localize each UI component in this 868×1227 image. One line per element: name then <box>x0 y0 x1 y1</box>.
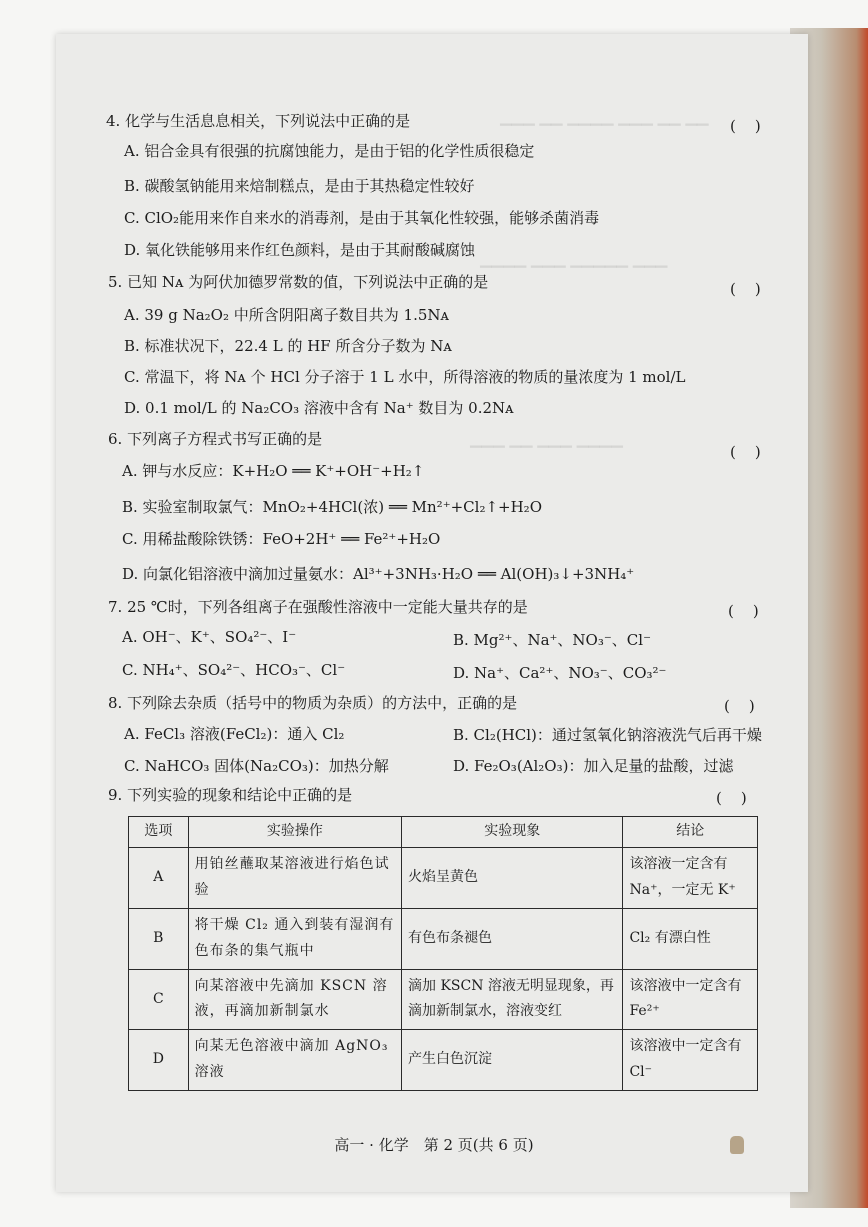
row-operation: 用铂丝蘸取某溶液进行焰色试验 <box>188 848 401 909</box>
header-operation: 实验操作 <box>188 817 401 848</box>
row-option: A <box>129 848 189 909</box>
row-option: C <box>129 969 189 1030</box>
bleed-through: ▁▁▁ ▁▁ ▁▁▁ ▁▁▁▁ <box>470 430 623 448</box>
question-7-stem: 7. 25 ℃时，下列各组离子在强酸性溶液中一定能大量共存的是 <box>108 598 528 616</box>
answer-paren: ( ) <box>716 789 747 807</box>
option-a: A. OH⁻、K⁺、SO₄²⁻、I⁻ <box>122 628 297 646</box>
option-b: B. Mg²⁺、Na⁺、NO₃⁻、Cl⁻ <box>453 631 651 649</box>
row-conclusion: 该溶液一定含有 Na⁺，一定无 K⁺ <box>623 848 758 909</box>
option-b: B. Cl₂(HCl)：通过氢氧化钠溶液洗气后再干燥 <box>453 726 762 744</box>
option-d: D. 向氯化铝溶液中滴加过量氨水：Al³⁺+3NH₃·H₂O ══ Al(OH)₃↓+3NH₄⁺ <box>122 565 635 583</box>
figurine-icon <box>730 1136 744 1154</box>
answer-paren: ( ) <box>724 697 755 715</box>
option-b: B. 标准状况下，22.4 L 的 HF 所含分子数为 Nᴀ <box>124 337 452 355</box>
option-b: B. 碳酸氢钠能用来焙制糕点，是由于其热稳定性较好 <box>124 177 475 195</box>
option-c: C. NH₄⁺、SO₄²⁻、HCO₃⁻、Cl⁻ <box>122 661 346 679</box>
row-conclusion: Cl₂ 有漂白性 <box>623 908 758 969</box>
question-6-stem: 6. 下列离子方程式书写正确的是 <box>108 430 323 448</box>
header-phenomenon: 实验现象 <box>402 817 623 848</box>
row-option: B <box>129 908 189 969</box>
option-c: C. 常温下，将 Nᴀ 个 HCl 分子溶于 1 L 水中，所得溶液的物质的量浓度为 1 mol/L <box>124 368 686 386</box>
table-row <box>129 848 758 909</box>
row-operation: 向某无色溶液中滴加 AgNO₃ 溶液 <box>188 1030 401 1091</box>
header-option: 选项 <box>129 817 189 848</box>
option-c: C. 用稀盐酸除铁锈：FeO+2H⁺ ══ Fe²⁺+H₂O <box>122 530 441 548</box>
row-phenomenon: 有色布条褪色 <box>402 908 623 969</box>
experiment-table <box>128 816 758 1091</box>
row-conclusion: 该溶液中一定含有 Cl⁻ <box>623 1030 758 1091</box>
bleed-through: ▁▁▁▁ ▁▁▁ ▁▁▁▁▁ ▁▁▁ <box>480 250 668 268</box>
option-a: A. FeCl₃ 溶液(FeCl₂)：通入 Cl₂ <box>124 725 345 743</box>
table-header-row <box>129 817 758 848</box>
answer-paren: ( ) <box>728 602 759 620</box>
option-a: A. 钾与水反应：K+H₂O ══ K⁺+OH⁻+H₂↑ <box>122 462 425 480</box>
question-5-stem: 5. 已知 Nᴀ 为阿伏加德罗常数的值，下列说法中正确的是 <box>108 273 489 291</box>
question-4-stem: 4. 化学与生活息息相关，下列说法中正确的是 <box>106 112 411 130</box>
option-b: B. 实验室制取氯气：MnO₂+4HCl(浓) ══ Mn²⁺+Cl₂↑+H₂O <box>122 498 542 516</box>
question-9-stem: 9. 下列实验的现象和结论中正确的是 <box>108 786 353 804</box>
option-d: D. 氧化铁能够用来作红色颜料，是由于其耐酸碱腐蚀 <box>124 241 476 259</box>
row-phenomenon: 产生白色沉淀 <box>402 1030 623 1091</box>
option-a: A. 铝合金具有很强的抗腐蚀能力，是由于铝的化学性质很稳定 <box>124 142 535 160</box>
table-row <box>129 908 758 969</box>
answer-paren: ( ) <box>730 443 761 461</box>
option-d: D. 0.1 mol/L 的 Na₂CO₃ 溶液中含有 Na⁺ 数目为 0.2Nᴀ <box>124 399 514 417</box>
table-row <box>129 969 758 1030</box>
row-conclusion: 该溶液中一定含有 Fe²⁺ <box>623 969 758 1030</box>
answer-paren: ( ) <box>730 280 761 298</box>
bleed-through: ▁▁▁ ▁▁ ▁▁▁▁ ▁▁▁ ▁▁ ▁▁ <box>500 108 709 126</box>
row-operation: 将干燥 Cl₂ 通入到装有湿润有色布条的集气瓶中 <box>188 908 401 969</box>
row-phenomenon: 滴加 KSCN 溶液无明显现象，再滴加新制氯水，溶液变红 <box>402 969 623 1030</box>
question-8-stem: 8. 下列除去杂质（括号中的物质为杂质）的方法中，正确的是 <box>108 694 518 712</box>
row-option: D <box>129 1030 189 1091</box>
option-c: C. NaHCO₃ 固体(Na₂CO₃)：加热分解 <box>124 757 389 775</box>
option-c: C. ClO₂能用来作自来水的消毒剂，是由于其氧化性较强，能够杀菌消毒 <box>124 209 600 227</box>
option-d: D. Fe₂O₃(Al₂O₃)：加入足量的盐酸，过滤 <box>453 757 734 775</box>
answer-paren: ( ) <box>730 117 761 135</box>
page-footer: 高一 · 化学 第 2 页(共 6 页) <box>334 1136 534 1154</box>
row-phenomenon: 火焰呈黄色 <box>402 848 623 909</box>
table-row <box>129 1030 758 1091</box>
option-a: A. 39 g Na₂O₂ 中所含阴阳离子数目共为 1.5Nᴀ <box>124 306 449 324</box>
header-conclusion: 结论 <box>623 817 758 848</box>
option-d: D. Na⁺、Ca²⁺、NO₃⁻、CO₃²⁻ <box>453 664 667 682</box>
row-operation: 向某溶液中先滴加 KSCN 溶液，再滴加新制氯水 <box>188 969 401 1030</box>
